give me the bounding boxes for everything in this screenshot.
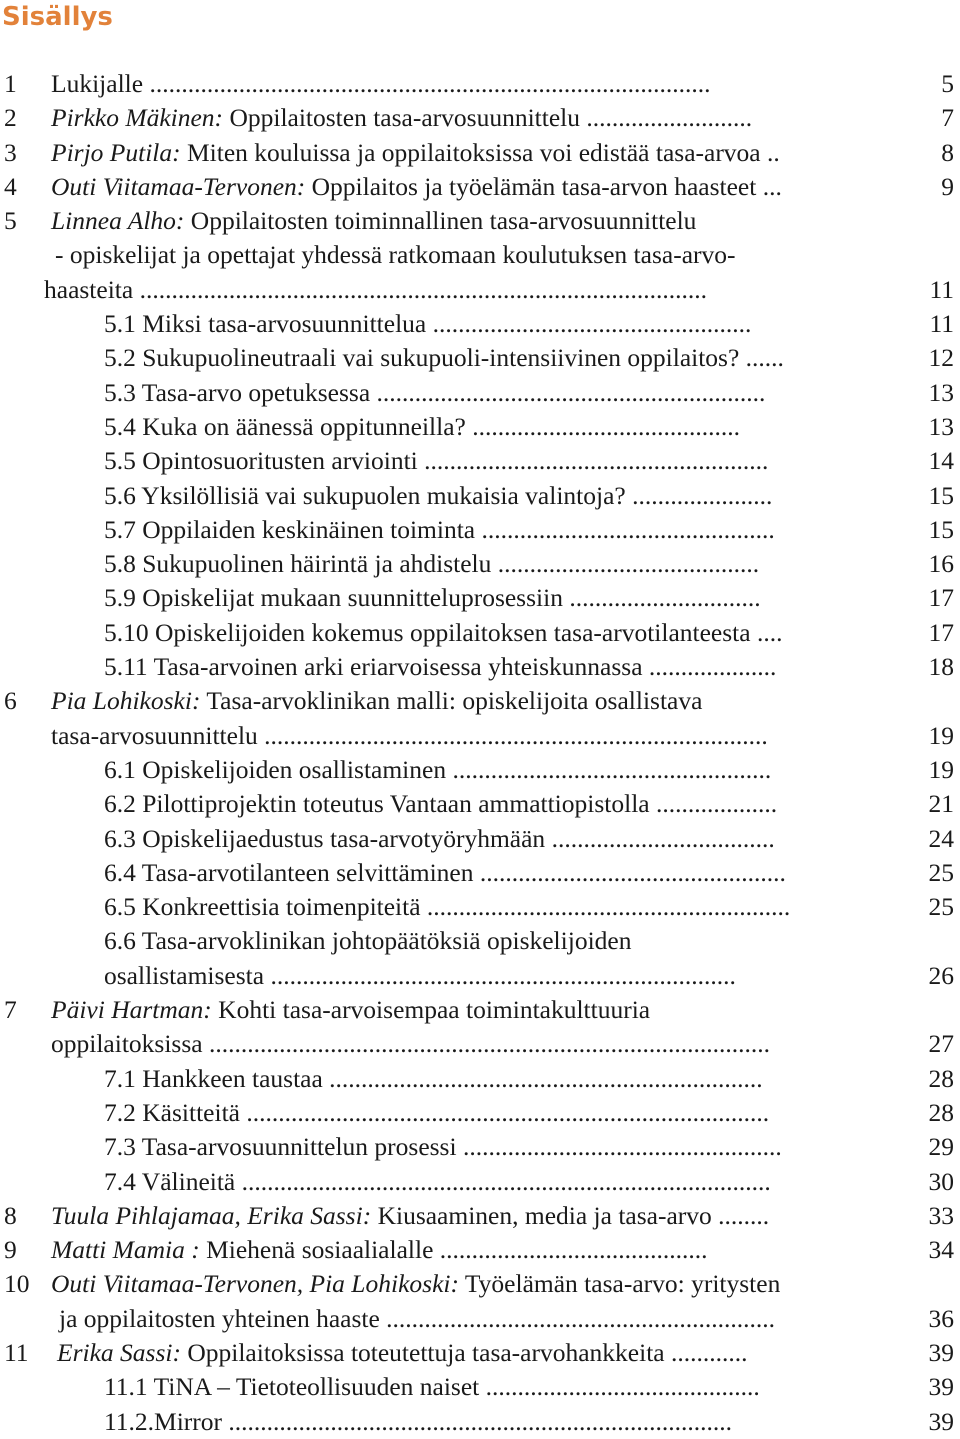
toc-entry-page: 36 xyxy=(928,1303,954,1333)
toc-entry-page: 8 xyxy=(941,137,954,167)
toc-entry[interactable] xyxy=(0,170,960,204)
toc-entry-page: 7 xyxy=(941,103,954,133)
toc-entry[interactable] xyxy=(0,1199,960,1233)
toc-entry[interactable] xyxy=(0,1062,960,1096)
toc-entry-heading: 6.1 Opiskelijoiden osallistaminen xyxy=(104,754,447,784)
toc-entry[interactable] xyxy=(0,513,960,547)
toc-entry-title xyxy=(104,924,631,958)
toc-entry-page: 39 xyxy=(928,1337,954,1367)
toc-entry-number: 10 xyxy=(4,1269,30,1299)
toc-entry-title xyxy=(51,684,702,718)
toc-entry[interactable] xyxy=(0,1267,960,1301)
toc-entry-heading: 6.6 Tasa-arvoklinikan johtopäätöksiä opiskelijoiden xyxy=(104,926,632,956)
toc-entry-heading: 5.10 Opiskelijoiden kokemus oppilaitoksen tasa-arvotilanteesta xyxy=(104,617,751,647)
toc-entry-heading: Oppilaitosten toiminnallinen tasa-arvosuunnittelu xyxy=(184,206,697,236)
toc-entry-author: Päivi Hartman: xyxy=(51,995,212,1025)
toc-entry-title xyxy=(44,273,707,307)
page-title: Sisällys xyxy=(2,2,113,32)
toc-leader-dots: ...................................................... xyxy=(417,446,769,476)
toc-leader-dots: .................................................................... xyxy=(322,1063,763,1093)
toc-entry-heading: 7.4 Välineitä xyxy=(104,1166,236,1196)
toc-entry[interactable] xyxy=(0,1130,960,1164)
toc-entry-heading: Työelämän tasa-arvo: yritysten xyxy=(458,1269,781,1299)
toc-entry-title xyxy=(51,1027,770,1061)
toc-entry-page: 15 xyxy=(928,480,954,510)
toc-entry[interactable] xyxy=(0,684,960,718)
toc-entry-page: 16 xyxy=(928,549,954,579)
toc-entry[interactable] xyxy=(0,993,960,1027)
toc-entry-heading: Tasa-arvoklinikan malli: opiskelijoita osallistava xyxy=(200,686,703,716)
toc-entry-heading: 5.7 Oppilaiden keskinäinen toiminta xyxy=(104,514,476,544)
toc-entry-title xyxy=(51,1233,708,1267)
toc-entry-title xyxy=(51,67,710,101)
toc-entry-heading: 5.9 Opiskelijat mukaan suunnitteluprosessiin xyxy=(104,583,563,613)
toc-entry-title xyxy=(104,479,772,513)
toc-entry-number: 8 xyxy=(4,1200,17,1230)
toc-entry[interactable] xyxy=(0,307,960,341)
toc-entry-page: 34 xyxy=(928,1235,954,1265)
toc-entry-heading: 5.4 Kuka on äänessä oppitunneilla? xyxy=(104,411,466,441)
toc-entry-heading: 6.5 Konkreettisia toimenpiteitä xyxy=(104,892,421,922)
toc-entry-heading: Oppilaitos ja työelämän tasa-arvon haasteet xyxy=(305,171,757,201)
toc-entry[interactable] xyxy=(0,444,960,478)
toc-entry-number: 3 xyxy=(4,137,17,167)
toc-leader-dots: .............................................. xyxy=(475,514,775,544)
toc-entry-author: Tuula Pihlajamaa, Erika Sassi: xyxy=(51,1200,372,1230)
toc-entry[interactable] xyxy=(0,753,960,787)
toc-entry[interactable] xyxy=(0,1165,960,1199)
toc-entry-heading: osallistamisesta xyxy=(104,960,265,990)
toc-entry-page: 39 xyxy=(928,1372,954,1402)
toc-leader-dots: ...... xyxy=(739,343,784,373)
toc-entry-author: Matti Mamia : xyxy=(51,1235,200,1265)
toc-entry-title xyxy=(104,616,782,650)
toc-entry-number: 7 xyxy=(4,995,17,1025)
toc-entry[interactable] xyxy=(0,376,960,410)
toc-leader-dots: .............................. xyxy=(562,583,761,613)
toc-entry-title xyxy=(51,170,782,204)
toc-entry-number: 4 xyxy=(4,171,17,201)
table-of-contents xyxy=(0,67,960,1439)
toc-entry-title xyxy=(104,1165,771,1199)
toc-entry[interactable] xyxy=(0,787,960,821)
toc-leader-dots: ................................................ xyxy=(473,857,786,887)
toc-leader-dots: ............................................................................... xyxy=(222,1406,733,1436)
toc-entry-page: 24 xyxy=(928,823,954,853)
toc-entry-number: 11 xyxy=(4,1337,29,1367)
toc-entry-heading: Miten kouluissa ja oppilaitoksissa voi edistää tasa-arvoa xyxy=(180,137,761,167)
toc-entry[interactable] xyxy=(0,67,960,101)
toc-entry-number: 9 xyxy=(4,1235,17,1265)
toc-entry[interactable] xyxy=(0,479,960,513)
toc-entry-title xyxy=(59,1302,775,1336)
toc-entry[interactable] xyxy=(0,101,960,135)
toc-entry-title xyxy=(51,993,650,1027)
toc-entry-title xyxy=(104,787,777,821)
toc-entry-page: 19 xyxy=(928,754,954,784)
toc-entry[interactable] xyxy=(0,1405,960,1439)
toc-leader-dots: ...................... xyxy=(625,480,773,510)
toc-entry-title xyxy=(104,513,775,547)
toc-entry-author: Erika Sassi: xyxy=(57,1337,181,1367)
toc-entry-number: 2 xyxy=(4,103,17,133)
toc-entry-title xyxy=(55,238,736,272)
toc-entry[interactable] xyxy=(0,1027,960,1061)
toc-leader-dots: .................................................. xyxy=(426,309,752,339)
toc-entry-title xyxy=(104,376,765,410)
toc-entry-heading: Kiusaaminen, media ja tasa-arvo xyxy=(371,1200,712,1230)
toc-leader-dots: ............................................................................... xyxy=(257,720,768,750)
toc-entry[interactable] xyxy=(0,341,960,375)
toc-entry-page: 28 xyxy=(928,1097,954,1127)
toc-entry-heading: 5.6 Yksilöllisiä vai sukupuolen mukaisia valintoja? xyxy=(104,480,626,510)
toc-entry[interactable] xyxy=(0,410,960,444)
toc-entry-heading: Miehenä sosiaalialalle xyxy=(199,1235,434,1265)
toc-entry-title xyxy=(104,753,771,787)
toc-entry[interactable] xyxy=(0,581,960,615)
toc-entry-heading: 6.3 Opiskelijaedustus tasa-arvotyöryhmään xyxy=(104,823,546,853)
toc-leader-dots: ............................................................. xyxy=(370,377,766,407)
toc-entry-title xyxy=(104,650,776,684)
toc-entry-heading: 6.2 Pilottiprojektin toteutus Vantaan ammattiopistolla xyxy=(104,789,650,819)
toc-entry-heading: 6.4 Tasa-arvotilanteen selvittäminen xyxy=(104,857,474,887)
toc-entry-title xyxy=(104,1405,732,1439)
toc-entry-page: 28 xyxy=(928,1063,954,1093)
toc-entry-title xyxy=(104,341,784,375)
toc-leader-dots: ................... xyxy=(649,789,778,819)
toc-leader-dots: .......................................... xyxy=(433,1235,708,1265)
toc-entry-page: 26 xyxy=(928,960,954,990)
toc-entry-title xyxy=(104,1062,763,1096)
toc-entry-heading: haasteita xyxy=(44,274,134,304)
toc-entry[interactable] xyxy=(0,856,960,890)
toc-entry[interactable] xyxy=(0,616,960,650)
toc-entry-page: 11 xyxy=(929,274,954,304)
toc-leader-dots: ........................................................................................ xyxy=(143,69,711,98)
toc-entry[interactable] xyxy=(0,238,960,272)
toc-entry-title xyxy=(51,719,768,753)
toc-entry-heading: 7.2 Käsitteitä xyxy=(104,1097,240,1127)
toc-leader-dots: ........ xyxy=(711,1200,770,1230)
toc-entry-title xyxy=(51,1267,780,1301)
toc-entry-title xyxy=(104,444,768,478)
toc-entry-number: 5 xyxy=(4,206,17,236)
toc-entry-title xyxy=(51,136,780,170)
toc-entry-author: Outi Viitamaa-Tervonen: xyxy=(51,171,306,201)
toc-entry-heading: tasa-arvosuunnittelu xyxy=(51,720,258,750)
toc-entry-page: 29 xyxy=(928,1132,954,1162)
toc-leader-dots: .................................................. xyxy=(446,754,772,784)
toc-entry-number: 1 xyxy=(4,69,17,98)
toc-entry-title xyxy=(104,856,786,890)
toc-entry-title xyxy=(104,307,751,341)
toc-entry[interactable] xyxy=(0,924,960,958)
toc-entry-heading: 5.3 Tasa-arvo opetuksessa xyxy=(104,377,371,407)
toc-entry[interactable] xyxy=(0,719,960,753)
toc-entry-heading: Oppilaitosten tasa-arvosuunnittelu xyxy=(223,103,580,133)
toc-entry-heading: ja oppilaitosten yhteinen haaste xyxy=(59,1303,380,1333)
toc-entry[interactable] xyxy=(0,547,960,581)
toc-entry-number: 6 xyxy=(4,686,17,716)
toc-entry-page: 21 xyxy=(928,789,954,819)
toc-entry[interactable] xyxy=(0,1302,960,1336)
toc-entry-heading: 5.2 Sukupuolineutraali vai sukupuoli-intensiivinen oppilaitos? xyxy=(104,343,740,373)
toc-entry-title xyxy=(104,1130,782,1164)
toc-entry-heading: - opiskelijat ja opettajat yhdessä ratkomaan koulutuksen tasa-arvo- xyxy=(55,240,736,270)
toc-entry-page: 12 xyxy=(928,343,954,373)
toc-entry-page: 14 xyxy=(928,446,954,476)
toc-leader-dots: .................................................. xyxy=(456,1132,782,1162)
toc-leader-dots: ............ xyxy=(664,1337,748,1367)
toc-entry-page: 5 xyxy=(941,69,954,98)
toc-entry-page: 18 xyxy=(928,652,954,682)
toc-entry[interactable] xyxy=(0,1336,960,1370)
toc-leader-dots: .......................................... xyxy=(465,411,740,441)
toc-entry[interactable] xyxy=(0,1096,960,1130)
toc-entry-page: 27 xyxy=(928,1029,954,1059)
toc-leader-dots: ......................................................................................... xyxy=(133,274,707,304)
toc-entry-heading: oppilaitoksissa xyxy=(51,1029,203,1059)
toc-entry-page: 9 xyxy=(941,171,954,201)
toc-entry-heading: 7.3 Tasa-arvosuunnittelun prosessi xyxy=(104,1132,457,1162)
toc-entry-author: Linnea Alho: xyxy=(51,206,185,236)
toc-entry-heading: 5.5 Opintosuoritusten arviointi xyxy=(104,446,418,476)
toc-leader-dots: ................................... xyxy=(545,823,775,853)
toc-leader-dots: ................................................................................... xyxy=(235,1166,771,1196)
toc-entry[interactable] xyxy=(0,959,960,993)
toc-entry-heading: 7.1 Hankkeen taustaa xyxy=(104,1063,323,1093)
toc-entry-author: Outi Viitamaa-Tervonen, Pia Lohikoski: xyxy=(51,1269,459,1299)
toc-entry[interactable] xyxy=(0,136,960,170)
toc-entry-page: 17 xyxy=(928,583,954,613)
toc-entry-author: Pia Lohikoski: xyxy=(51,686,201,716)
toc-entry-heading: Lukijalle xyxy=(51,69,144,98)
toc-entry-page: 33 xyxy=(928,1200,954,1230)
toc-entry-author: Pirkko Mäkinen: xyxy=(51,103,224,133)
toc-entry-author: Pirjo Putila: xyxy=(51,137,181,167)
toc-entry-page: 25 xyxy=(928,857,954,887)
toc-leader-dots: ... xyxy=(756,171,782,201)
toc-entry-title xyxy=(51,204,696,238)
toc-entry-heading: 5.8 Sukupuolinen häirintä ja ahdistelu xyxy=(104,549,492,579)
toc-entry-title xyxy=(51,1199,769,1233)
toc-leader-dots: ......................................... xyxy=(491,549,760,579)
toc-entry-heading: Kohti tasa-arvoisempaa toimintakulttuuria xyxy=(211,995,651,1025)
toc-entry-title xyxy=(51,101,752,135)
toc-leader-dots: .................... xyxy=(642,652,777,682)
toc-entry-page: 15 xyxy=(928,514,954,544)
toc-entry-title xyxy=(104,890,790,924)
toc-entry-title xyxy=(104,581,761,615)
toc-entry[interactable] xyxy=(0,273,960,307)
toc-entry-page: 25 xyxy=(928,892,954,922)
toc-entry-title xyxy=(104,1370,760,1404)
toc-leader-dots: ............................................................. xyxy=(379,1303,776,1333)
toc-entry-title xyxy=(104,1096,769,1130)
toc-entry-title xyxy=(104,547,759,581)
toc-entry-title xyxy=(104,959,736,993)
toc-leader-dots: .................................................................................. xyxy=(239,1097,770,1127)
toc-entry-title xyxy=(57,1336,747,1370)
toc-entry[interactable] xyxy=(0,650,960,684)
toc-entry-page: 30 xyxy=(928,1166,954,1196)
toc-leader-dots: .. xyxy=(760,137,780,167)
toc-entry-page: 19 xyxy=(928,720,954,750)
toc-entry-heading: 5.11 Tasa-arvoinen arki eriarvoisessa yhteiskunnassa xyxy=(104,652,643,682)
toc-leader-dots: ........................................... xyxy=(479,1372,760,1402)
toc-leader-dots: .... xyxy=(750,617,783,647)
toc-entry-page: 13 xyxy=(928,411,954,441)
toc-entry-page: 11 xyxy=(929,309,954,339)
toc-entry-page: 39 xyxy=(928,1406,954,1436)
toc-entry[interactable] xyxy=(0,890,960,924)
toc-entry-heading: Oppilaitoksissa toteutettuja tasa-arvohankkeita xyxy=(180,1337,665,1367)
toc-leader-dots: ......................................................................... xyxy=(264,960,736,990)
toc-entry[interactable] xyxy=(0,204,960,238)
toc-entry-page: 13 xyxy=(928,377,954,407)
toc-entry-heading: 11.1 TiNA – Tietoteollisuuden naiset xyxy=(104,1372,480,1402)
toc-entry[interactable] xyxy=(0,822,960,856)
toc-leader-dots: ......................................................... xyxy=(420,892,791,922)
toc-entry-title xyxy=(104,822,775,856)
toc-entry-title xyxy=(104,410,740,444)
toc-entry[interactable] xyxy=(0,1370,960,1404)
toc-entry[interactable] xyxy=(0,1233,960,1267)
toc-entry-heading: 11.2.Mirror xyxy=(104,1406,223,1436)
toc-entry-heading: 5.1 Miksi tasa-arvosuunnittelua xyxy=(104,309,427,339)
toc-entry-page: 17 xyxy=(928,617,954,647)
toc-leader-dots: ........................................................................................ xyxy=(202,1029,770,1059)
toc-leader-dots: .......................... xyxy=(580,103,753,133)
